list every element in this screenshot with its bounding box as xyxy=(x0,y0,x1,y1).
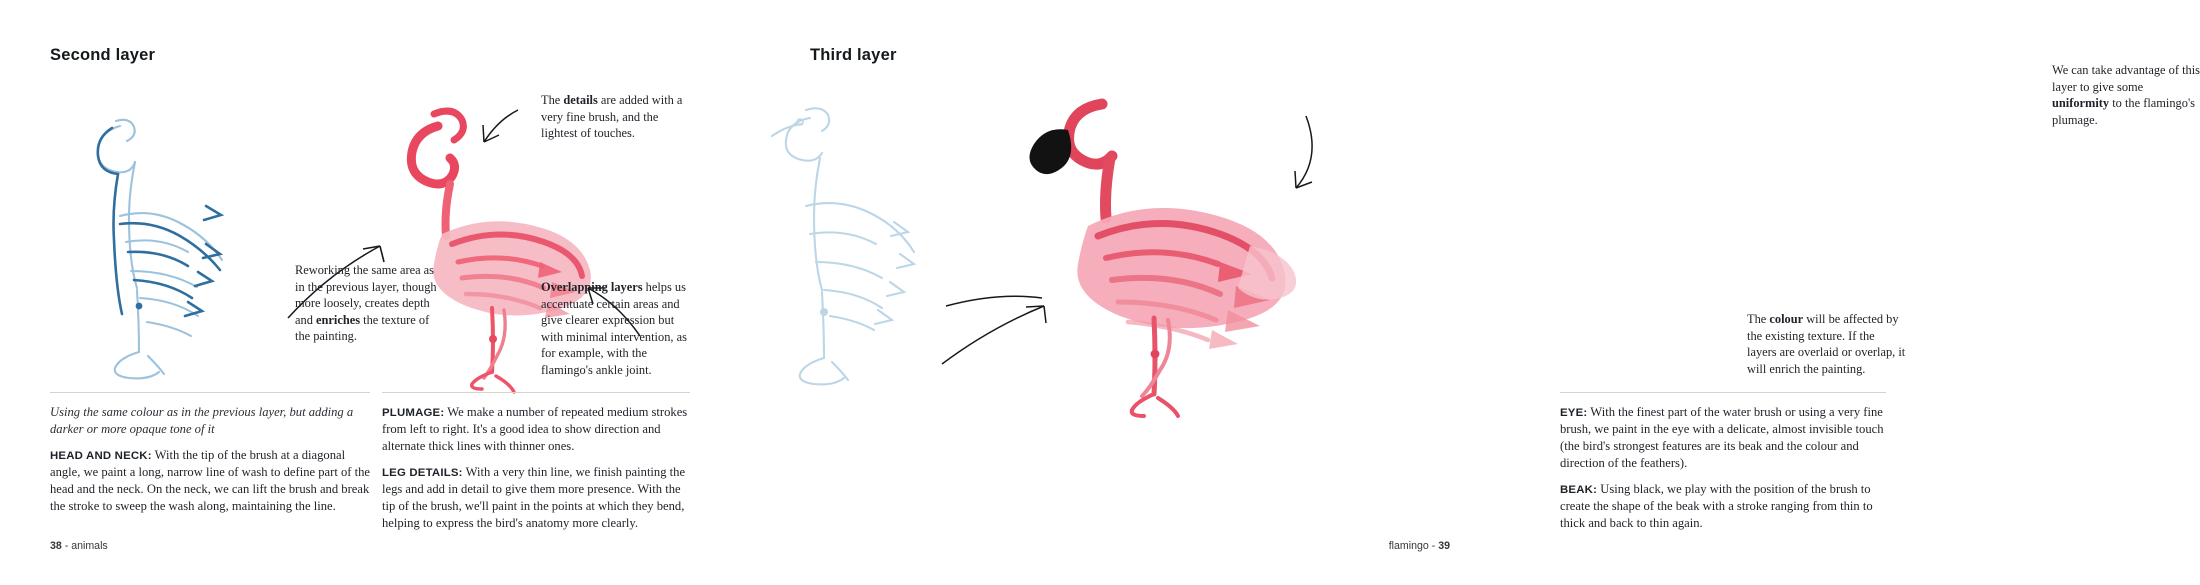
note-reworking-text: Reworking the same area as in the previous layer, though more loosely, creates depth and enriches the texture of the painting. xyxy=(295,263,437,343)
folio-number: 38 xyxy=(50,540,62,552)
right-page-illustration xyxy=(750,66,1500,384)
entry-text: With a very thin line, we finish painting the legs and add in detail to give them more presence. With the tip of the brush, we'll paint in the points at which they bend, helping to express the bird's anatomy more clearly. xyxy=(382,465,686,531)
entry-leg-details xyxy=(382,464,690,532)
folio-right xyxy=(1389,540,1450,552)
page-title-third-layer: Third layer xyxy=(810,46,897,64)
left-page-body-column-2 xyxy=(382,404,690,532)
divider-right-page xyxy=(1560,392,1886,393)
divider-left-col xyxy=(50,392,370,393)
right-page-body-column xyxy=(1560,404,1886,532)
folio-number: 39 xyxy=(1438,540,1450,552)
left-page xyxy=(0,0,750,585)
entry-text: With the finest part of the water brush or using a very fine brush, we paint in the eye with a delicate, almost invisible touch (the bird's strongest features are its beak and the colour and direction of the feathers). xyxy=(1560,405,1884,471)
folio-left xyxy=(50,540,108,552)
note-details-text: The details are added with a very fine brush, and the lightest of touches. xyxy=(541,93,683,140)
note-uniformity-text: We can take advantage of this layer to give some uniformity to the flamingo's plumage. xyxy=(2052,63,2200,127)
folio-label: flamingo xyxy=(1388,540,1429,552)
note-uniformity xyxy=(2052,62,2200,128)
entry-plumage xyxy=(382,404,690,455)
note-colour xyxy=(1747,311,1907,377)
entry-term: HEAD AND NECK: xyxy=(50,449,152,462)
entry-beak xyxy=(1560,481,1886,532)
folio-separator: - xyxy=(1428,540,1439,552)
entry-term: EYE: xyxy=(1560,407,1588,419)
entry-text: With the tip of the brush at a diagonal angle, we paint a long, narrow line of wash to define part of the head and the neck. On the neck, we can lift the brush and break the stroke to sweep the wash along, maintaining the line. xyxy=(50,447,370,513)
note-details xyxy=(541,92,693,142)
right-page xyxy=(750,0,2200,585)
entry-term: LEG DETAILS: xyxy=(382,467,463,480)
entry-eye xyxy=(1560,404,1886,472)
lead-paragraph: Using the same colour as in the previous layer, but adding a darker or more opaque tone of it xyxy=(50,405,354,436)
note-reworking xyxy=(295,262,441,345)
note-overlapping xyxy=(541,279,697,378)
divider-right-col xyxy=(382,392,690,393)
entry-term: PLUMAGE: xyxy=(382,407,445,419)
left-page-body-column-1 xyxy=(50,404,370,515)
note-overlapping-text: Overlapping layers helps us accentuate certain areas and give clearer expression but with minimal intervention, as for example, with the flamingo's ankle joint. xyxy=(541,280,687,377)
entry-term: BEAK: xyxy=(1560,483,1598,496)
page-title-second-layer: Second layer xyxy=(50,46,156,64)
entry-head-and-neck xyxy=(50,447,370,515)
note-colour-text: The colour will be affected by the existing texture. If the layers are overlaid or overlap, it will enrich the painting. xyxy=(1747,312,1906,376)
folio-separator: - xyxy=(61,540,72,552)
entry-text: We make a number of repeated medium strokes from left to right. It's a good idea to show direction and alternate thick lines with thinner ones. xyxy=(382,405,688,454)
folio-label: animals xyxy=(71,540,108,552)
entry-text: Using black, we play with the position of the brush to create the shape of the beak with a stroke ranging from thin to thick and back to thin again. xyxy=(1560,481,1873,531)
